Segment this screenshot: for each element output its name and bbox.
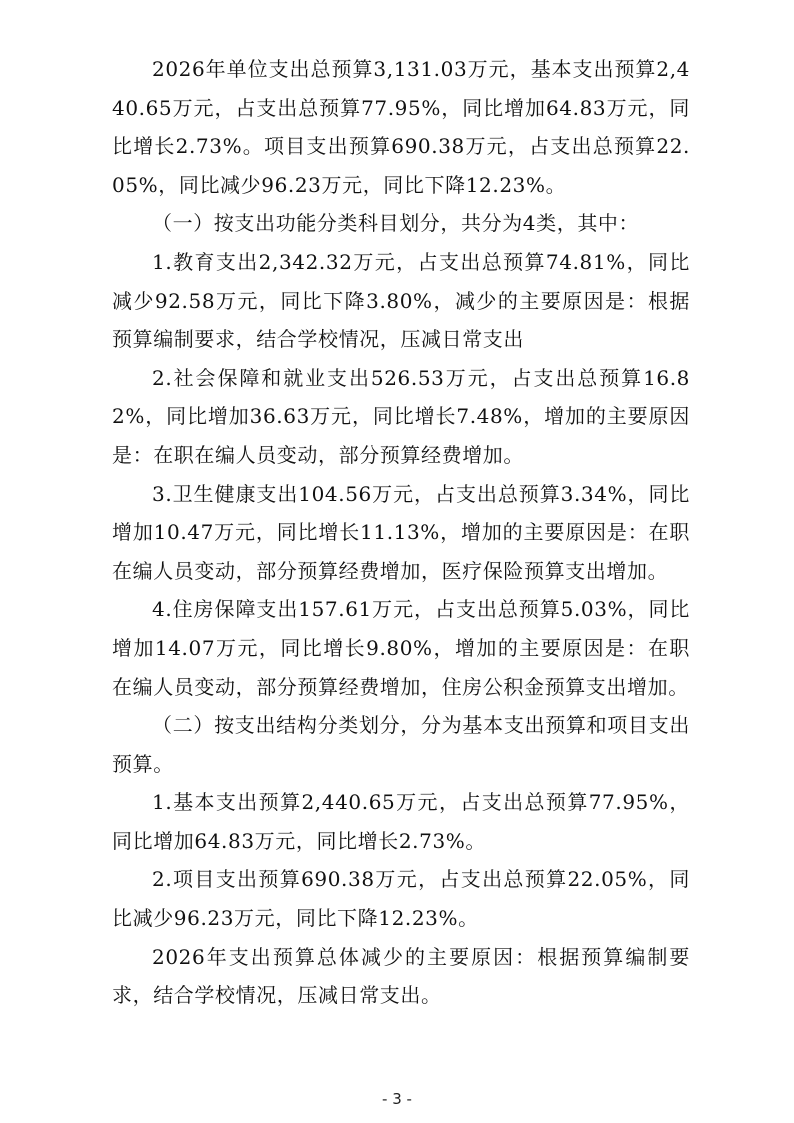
paragraph-social-security-expenditure: 2.社会保障和就业支出526.53万元，占支出总预算16.82%，同比增加36.63万元，同比增长7.48%，增加的主要原因是：在职在编人员变动，部分预算经费增加。 — [112, 365, 690, 467]
paragraph-budget-summary: 2026年单位支出总预算3,131.03万元，基本支出预算2,440.65万元，占支出总预算77.95%，同比增加64.83万元，同比增长2.73%。项目支出预算690.38万元，占支出总预算22.05%，同比减少96.23万元，同比下降12.23%。 — [112, 57, 690, 197]
paragraph-housing-expenditure: 4.住房保障支出157.61万元，占支出总预算5.03%，同比增加14.07万元，同比增长9.80%，增加的主要原因是：在职在编人员变动，部分预算经费增加，住房公积金预算支出增加。 — [112, 597, 690, 699]
paragraph-project-expenditure: 2.项目支出预算690.38万元，占支出总预算22.05%，同比减少96.23万元，同比下降12.23%。 — [112, 867, 690, 931]
paragraph-structural-classification-heading: （二）按支出结构分类划分，分为基本支出预算和项目支出预算。 — [112, 713, 690, 776]
document-body — [112, 50, 690, 1015]
page-number: - 3 - — [382, 1090, 412, 1108]
paragraph-overall-reduction-reason: 2026年支出预算总体减少的主要原因：根据预算编制要求，结合学校情况，压减日常支出。 — [112, 944, 690, 1008]
paragraph-functional-classification-heading: （一）按支出功能分类科目划分，共分为4类，其中： — [152, 211, 640, 236]
paragraph-education-expenditure: 1.教育支出2,342.32万元，占支出总预算74.81%，同比减少92.58万元，同比下降3.80%，减少的主要原因是：根据预算编制要求，结合学校情况，压减日常支出 — [112, 249, 690, 352]
paragraph-health-expenditure: 3.卫生健康支出104.56万元，占支出总预算3.34%，同比增加10.47万元，同比增长11.13%，增加的主要原因是：在职在编人员变动，部分预算经费增加，医疗保险预算支出增加。 — [112, 481, 690, 583]
paragraph-basic-expenditure: 1.基本支出预算2,440.65万元，占支出总预算77.95%，同比增加64.83万元，同比增长2.73%。 — [112, 790, 690, 853]
